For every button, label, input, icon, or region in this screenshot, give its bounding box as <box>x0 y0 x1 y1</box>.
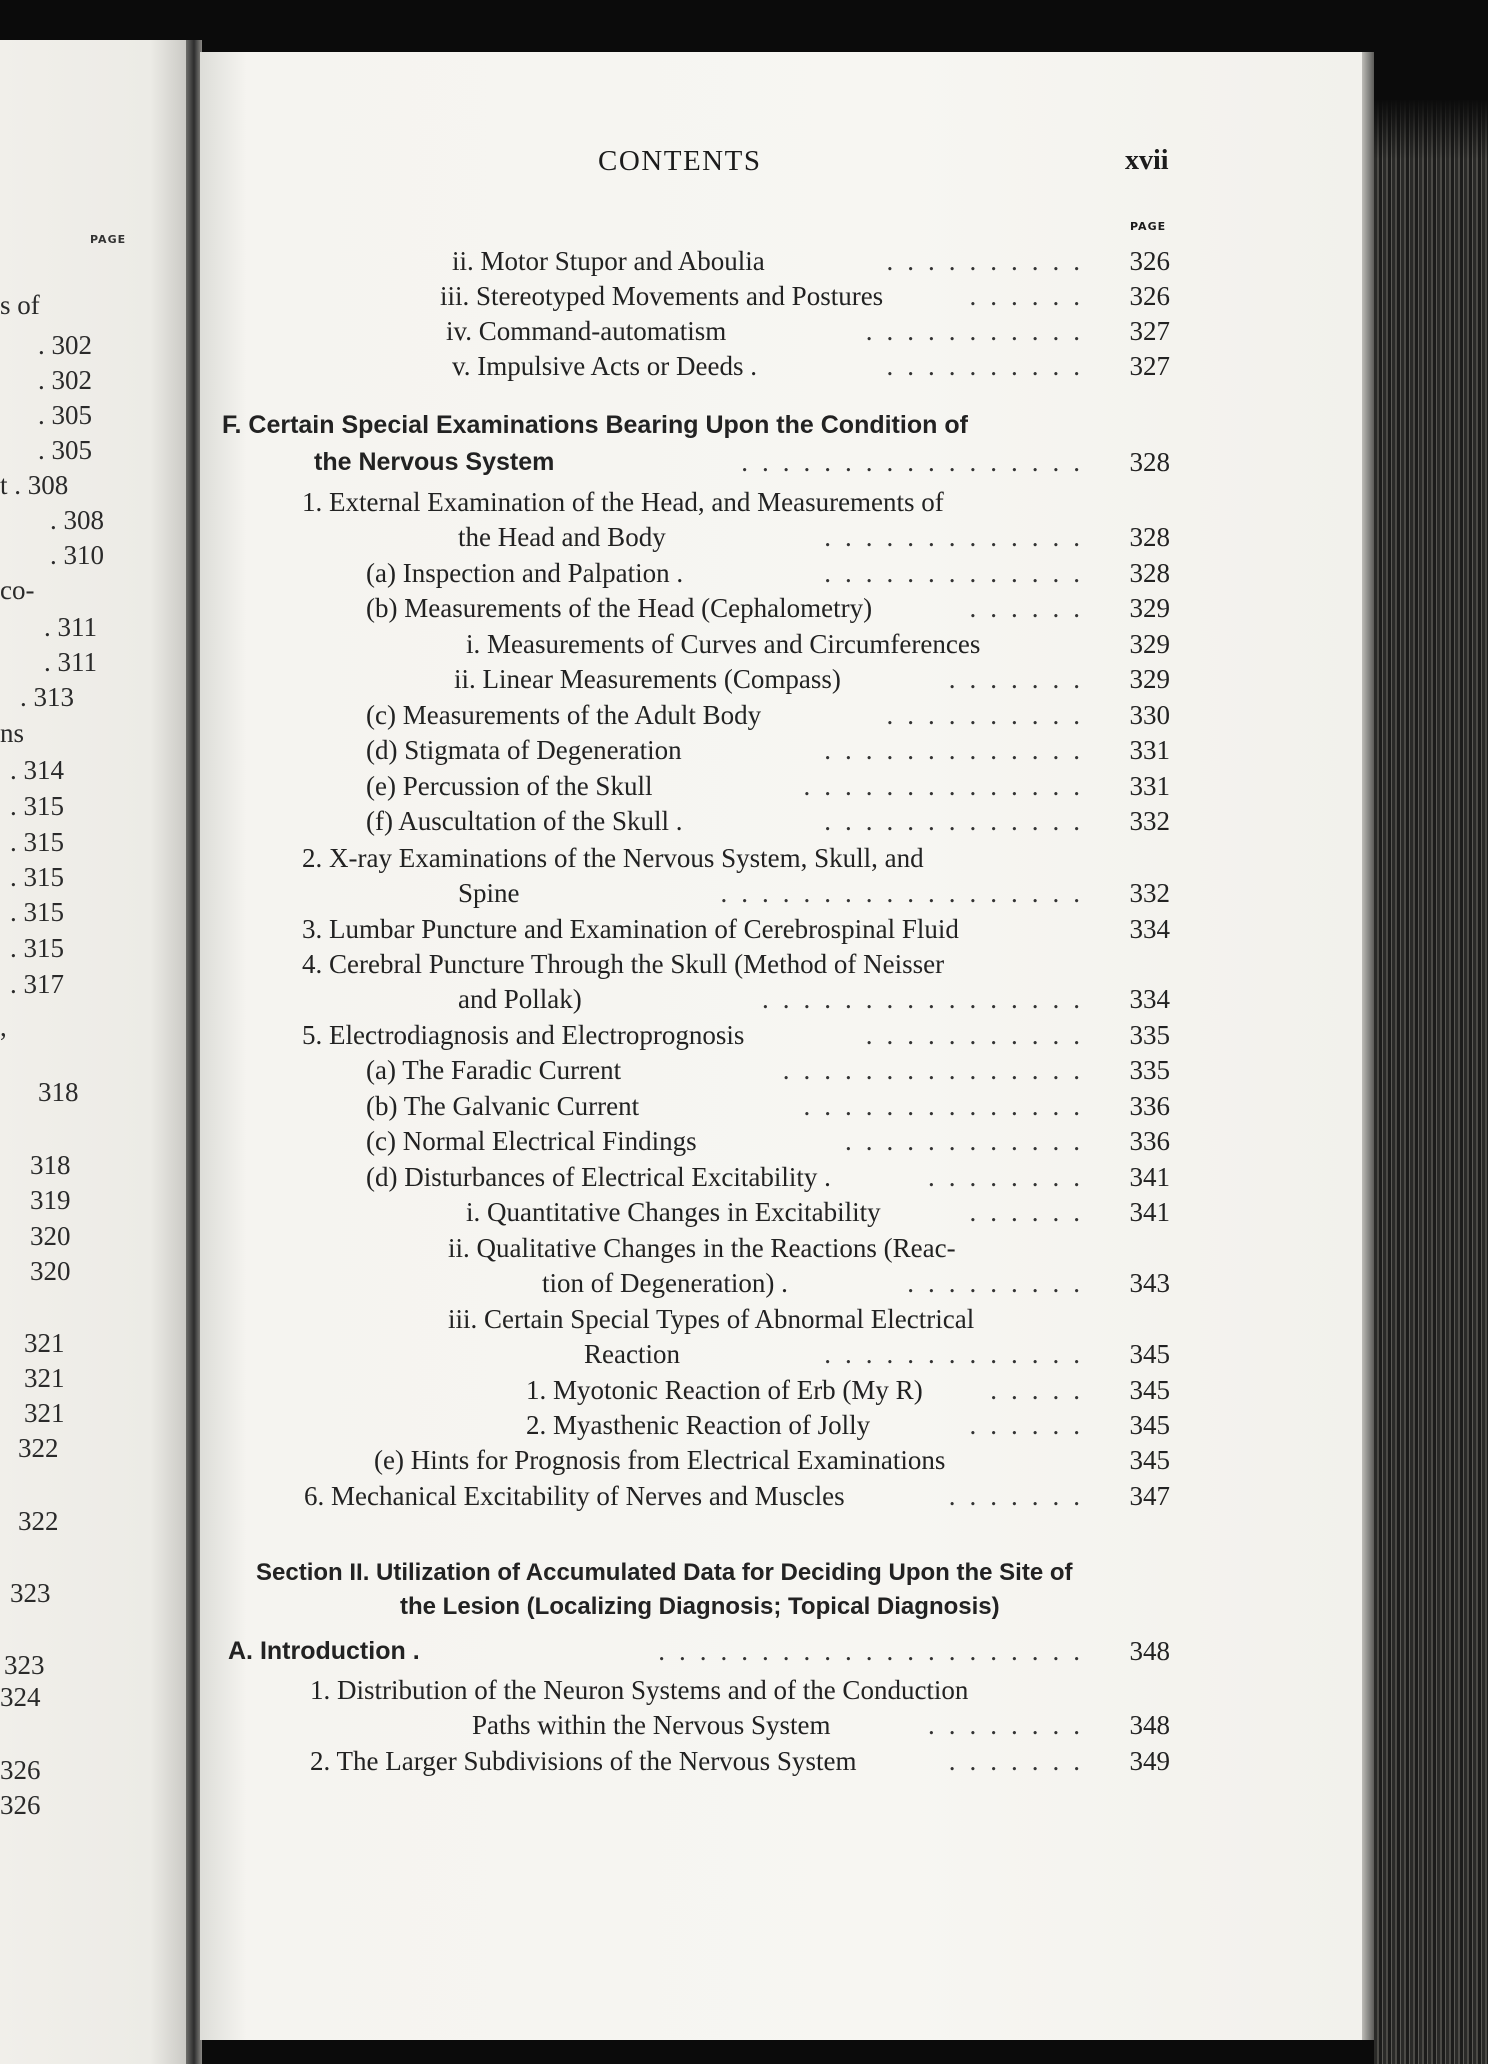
toc-entry-title: (b) The Galvanic Current <box>366 1091 640 1121</box>
toc-entry-title: i. Measurements of Curves and Circumferences <box>466 629 981 659</box>
toc-entry-title: 1. External Examination of the Head, and Measurements of <box>302 487 944 517</box>
toc-entry <box>228 1634 1094 1668</box>
toc-page-number: 345 <box>1129 1410 1170 1440</box>
toc-entry-title: Paths within the Nervous System <box>472 1710 831 1740</box>
toc-page-number: 348 <box>1129 1710 1170 1740</box>
left-facing-page <box>0 40 188 2064</box>
toc-page-number: 341 <box>1129 1197 1170 1227</box>
left-fragment: , <box>0 1012 7 1042</box>
toc-entry <box>302 1018 1094 1052</box>
left-fragment: 319 <box>30 1185 71 1215</box>
left-fragment: 323 <box>10 1578 51 1608</box>
toc-entry-title: (a) The Faradic Current <box>366 1055 622 1085</box>
toc-entry <box>366 733 1094 767</box>
toc-entry <box>458 876 1094 910</box>
dot-leader: ........ <box>928 1162 1094 1192</box>
toc-entry <box>310 1744 1094 1778</box>
toc-entry <box>448 1231 1094 1265</box>
toc-page-number: 328 <box>1129 558 1170 588</box>
left-fragment: 322 <box>18 1433 59 1463</box>
toc-entry <box>452 349 1094 383</box>
toc-entry <box>366 591 1094 625</box>
toc-entry-title: Reaction <box>584 1339 680 1369</box>
toc-entry-title: the Head and Body <box>458 522 666 552</box>
dot-leader: .......... <box>886 700 1094 730</box>
toc-entry <box>446 314 1094 348</box>
toc-entry <box>458 520 1094 554</box>
toc-page-number: 327 <box>1129 316 1170 346</box>
toc-entry-title: the Lesion (Localizing Diagnosis; Topical Diagnosis) <box>400 1593 1000 1620</box>
left-fragment: . 302 <box>38 365 92 395</box>
toc-entry-title: v. Impulsive Acts or Deeds . <box>452 351 757 381</box>
toc-page-number: 329 <box>1129 593 1170 623</box>
dot-leader: ............... <box>782 1055 1094 1085</box>
dot-leader: .......... <box>886 351 1094 381</box>
left-fragment: t . 308 <box>0 470 69 500</box>
toc-entry <box>366 1124 1094 1158</box>
dot-leader: ............. <box>824 735 1094 765</box>
toc-entry <box>440 279 1094 313</box>
toc-entry <box>302 841 1094 875</box>
toc-page-number: 336 <box>1129 1126 1170 1156</box>
dot-leader: ..................... <box>658 1636 1094 1666</box>
toc-entry-title: ii. Qualitative Changes in the Reactions (Reac- <box>448 1233 956 1263</box>
toc-entry-title: (d) Stigmata of Degeneration <box>366 735 682 765</box>
toc-entry-title: Spine <box>458 878 520 908</box>
dot-leader: ................ <box>762 984 1094 1014</box>
left-fragment: ns <box>0 718 25 748</box>
toc-entry-title: iii. Stereotyped Movements and Postures <box>440 281 884 311</box>
toc-page-number: 328 <box>1129 447 1170 477</box>
toc-entry-title: iii. Certain Special Types of Abnormal Electrical <box>448 1304 975 1334</box>
dot-leader: .......... <box>886 246 1094 276</box>
left-fragment: 318 <box>30 1150 71 1180</box>
left-fragment: 323 <box>4 1650 45 1680</box>
toc-entry-title: (f) Auscultation of the Skull . <box>366 806 683 836</box>
toc-entry-title: i. Quantitative Changes in Excitability <box>466 1197 881 1227</box>
toc-page-number: 343 <box>1129 1268 1170 1298</box>
left-page-label: PAGE <box>90 233 127 246</box>
toc-entry <box>366 556 1094 590</box>
left-fragment: 321 <box>24 1398 65 1428</box>
toc-entry <box>366 1160 1094 1194</box>
toc-page-number: 334 <box>1129 984 1170 1014</box>
dot-leader: ...... <box>969 593 1094 623</box>
dot-leader: ............. <box>824 522 1094 552</box>
toc-entry-title: 2. The Larger Subdivisions of the Nervous System <box>310 1746 857 1776</box>
dot-leader: ............. <box>824 558 1094 588</box>
toc-page-number: 345 <box>1129 1375 1170 1405</box>
toc-entry <box>584 1337 1094 1371</box>
left-fragment: . 310 <box>50 540 104 570</box>
dot-leader: ....... <box>948 664 1094 694</box>
left-fragment: . 315 <box>10 827 64 857</box>
toc-page-number: 341 <box>1129 1162 1170 1192</box>
left-fragment: 326 <box>0 1790 41 1820</box>
toc-entry <box>302 485 1094 519</box>
left-fragment: . 315 <box>10 862 64 892</box>
left-fragment: 326 <box>0 1755 41 1785</box>
toc-entry-title: (e) Percussion of the Skull <box>366 771 653 801</box>
toc-entry <box>526 1373 1094 1407</box>
dot-leader: .............. <box>803 771 1094 801</box>
toc-entry <box>526 1408 1094 1442</box>
toc-page-number: 328 <box>1129 522 1170 552</box>
toc-page-number: 331 <box>1129 771 1170 801</box>
toc-page-number: 332 <box>1129 806 1170 836</box>
toc-entry <box>256 1556 1094 1590</box>
left-fragment: . 302 <box>38 330 92 360</box>
left-fragment: 321 <box>24 1363 65 1393</box>
book-page-edges <box>1374 100 1488 2064</box>
toc-page-number: 326 <box>1129 281 1170 311</box>
left-fragment: . 315 <box>10 897 64 927</box>
toc-entry-title: tion of Degeneration) . <box>542 1268 788 1298</box>
toc-entry-title: ii. Linear Measurements (Compass) <box>454 664 841 694</box>
page-edge-shadow <box>1362 52 1374 2040</box>
toc-page-number: 345 <box>1129 1445 1170 1475</box>
dot-leader: .............. <box>803 1091 1094 1121</box>
left-fragment: . 311 <box>44 647 97 677</box>
toc-page-number: 336 <box>1129 1091 1170 1121</box>
left-fragment: s of <box>0 290 40 320</box>
toc-entry <box>448 1302 1094 1336</box>
dot-leader: ................. <box>741 447 1094 477</box>
left-fragment: 318 <box>38 1077 79 1107</box>
toc-entry-title: the Nervous System <box>314 448 555 476</box>
dot-leader: ...... <box>969 1197 1094 1227</box>
toc-entry <box>304 1479 1094 1513</box>
toc-page-number: 334 <box>1129 914 1170 944</box>
toc-entry-title: A. Introduction . <box>228 1637 420 1665</box>
dot-leader: .................. <box>720 878 1094 908</box>
toc-entry-title: 2. X-ray Examinations of the Nervous System, Skull, and <box>302 843 924 873</box>
left-fragment: . 305 <box>38 435 92 465</box>
toc-entry <box>366 804 1094 838</box>
left-fragment: . 311 <box>44 612 97 642</box>
toc-entry-title: 1. Myotonic Reaction of Erb (My R) <box>526 1375 923 1405</box>
left-fragment: 320 <box>30 1256 71 1286</box>
left-fragment: . 315 <box>10 791 64 821</box>
left-fragment: . 305 <box>38 400 92 430</box>
toc-entry-title: iv. Command-automatism <box>446 316 727 346</box>
dot-leader: ....... <box>948 1481 1094 1511</box>
toc-entry-title: 6. Mechanical Excitability of Nerves and Muscles <box>304 1481 845 1511</box>
toc-page-number: 345 <box>1129 1339 1170 1369</box>
toc-entry-title: 2. Myasthenic Reaction of Jolly <box>526 1410 871 1440</box>
dot-leader: ...... <box>969 1410 1094 1440</box>
toc-entry-title: (b) Measurements of the Head (Cephalometry) <box>366 593 873 623</box>
toc-entry <box>374 1443 1094 1477</box>
dot-leader: ............ <box>845 1126 1094 1156</box>
toc-page-number: 326 <box>1129 246 1170 276</box>
page-title: CONTENTS <box>598 145 762 177</box>
toc-entry-title: (c) Measurements of the Adult Body <box>366 700 762 730</box>
toc-entry <box>452 244 1094 278</box>
toc-entry-title: 4. Cerebral Puncture Through the Skull (Method of Neisser <box>302 949 945 979</box>
toc-entry <box>302 947 1094 981</box>
toc-entry <box>366 698 1094 732</box>
page-number: xvii <box>1125 145 1169 176</box>
toc-entry <box>458 982 1094 1016</box>
toc-entry <box>366 1089 1094 1123</box>
toc-entry <box>466 1195 1094 1229</box>
left-fragment: 324 <box>0 1682 41 1712</box>
dot-leader: ............. <box>824 1339 1094 1369</box>
dot-leader: ......... <box>907 1268 1094 1298</box>
toc-entry <box>366 769 1094 803</box>
dot-leader: ........... <box>865 1020 1094 1050</box>
left-fragment: . 315 <box>10 933 64 963</box>
toc-entry-title: Section II. Utilization of Accumulated Data for Deciding Upon the Site of <box>256 1559 1073 1586</box>
toc-page-number: 329 <box>1129 664 1170 694</box>
toc-entry-title: 5. Electrodiagnosis and Electroprognosis <box>302 1020 745 1050</box>
dot-leader: ........ <box>928 1710 1094 1740</box>
toc-entry <box>314 445 1094 479</box>
toc-entry <box>454 662 1094 696</box>
toc-entry-title: ii. Motor Stupor and Aboulia <box>452 246 765 276</box>
left-fragment: . 314 <box>10 755 64 785</box>
toc-entry-title: 1. Distribution of the Neuron Systems and of the Conduction <box>310 1675 969 1705</box>
toc-entry <box>310 1673 1094 1707</box>
toc-page-number: 347 <box>1129 1481 1170 1511</box>
toc-page-number: 335 <box>1129 1055 1170 1085</box>
toc-entry <box>366 1053 1094 1087</box>
toc-page-number: 348 <box>1129 1636 1170 1666</box>
toc-page-number: 331 <box>1129 735 1170 765</box>
toc-entry-title: and Pollak) <box>458 984 582 1014</box>
toc-page-number: 329 <box>1129 629 1170 659</box>
toc-entry-title: (a) Inspection and Palpation . <box>366 558 684 588</box>
toc-entry-title: (e) Hints for Prognosis from Electrical Examinations <box>374 1445 946 1475</box>
dot-leader: ...... <box>969 281 1094 311</box>
left-fragment: 321 <box>24 1328 65 1358</box>
toc-page-number: 330 <box>1129 700 1170 730</box>
toc-entry-title: F. Certain Special Examinations Bearing Upon the Condition of <box>222 411 968 439</box>
left-fragment: 320 <box>30 1221 71 1251</box>
toc-page-number: 332 <box>1129 878 1170 908</box>
toc-entry-title: (c) Normal Electrical Findings <box>366 1126 697 1156</box>
left-fragment: . 317 <box>10 969 64 999</box>
toc-page-number: 335 <box>1129 1020 1170 1050</box>
toc-entry <box>302 912 1094 946</box>
left-fragment: co- <box>0 575 35 605</box>
dot-leader: ..... <box>990 1375 1094 1405</box>
toc-entry <box>542 1266 1094 1300</box>
toc-entry <box>222 408 1094 442</box>
toc-entry <box>466 627 1094 661</box>
toc-page-number: 327 <box>1129 351 1170 381</box>
dot-leader: ........... <box>865 316 1094 346</box>
toc-entry <box>400 1590 1094 1624</box>
left-fragment: . 313 <box>20 682 74 712</box>
dot-leader: ....... <box>948 1746 1094 1776</box>
toc-entry <box>472 1708 1094 1742</box>
left-fragment: . 308 <box>50 505 104 535</box>
left-fragment: 322 <box>18 1506 59 1536</box>
dot-leader: ............. <box>824 806 1094 836</box>
toc-entry-title: 3. Lumbar Puncture and Examination of Cerebrospinal Fluid <box>302 914 959 944</box>
page-column-label: PAGE <box>1130 220 1167 233</box>
toc-page-number: 349 <box>1129 1746 1170 1776</box>
toc-entry-title: (d) Disturbances of Electrical Excitability . <box>366 1162 831 1192</box>
